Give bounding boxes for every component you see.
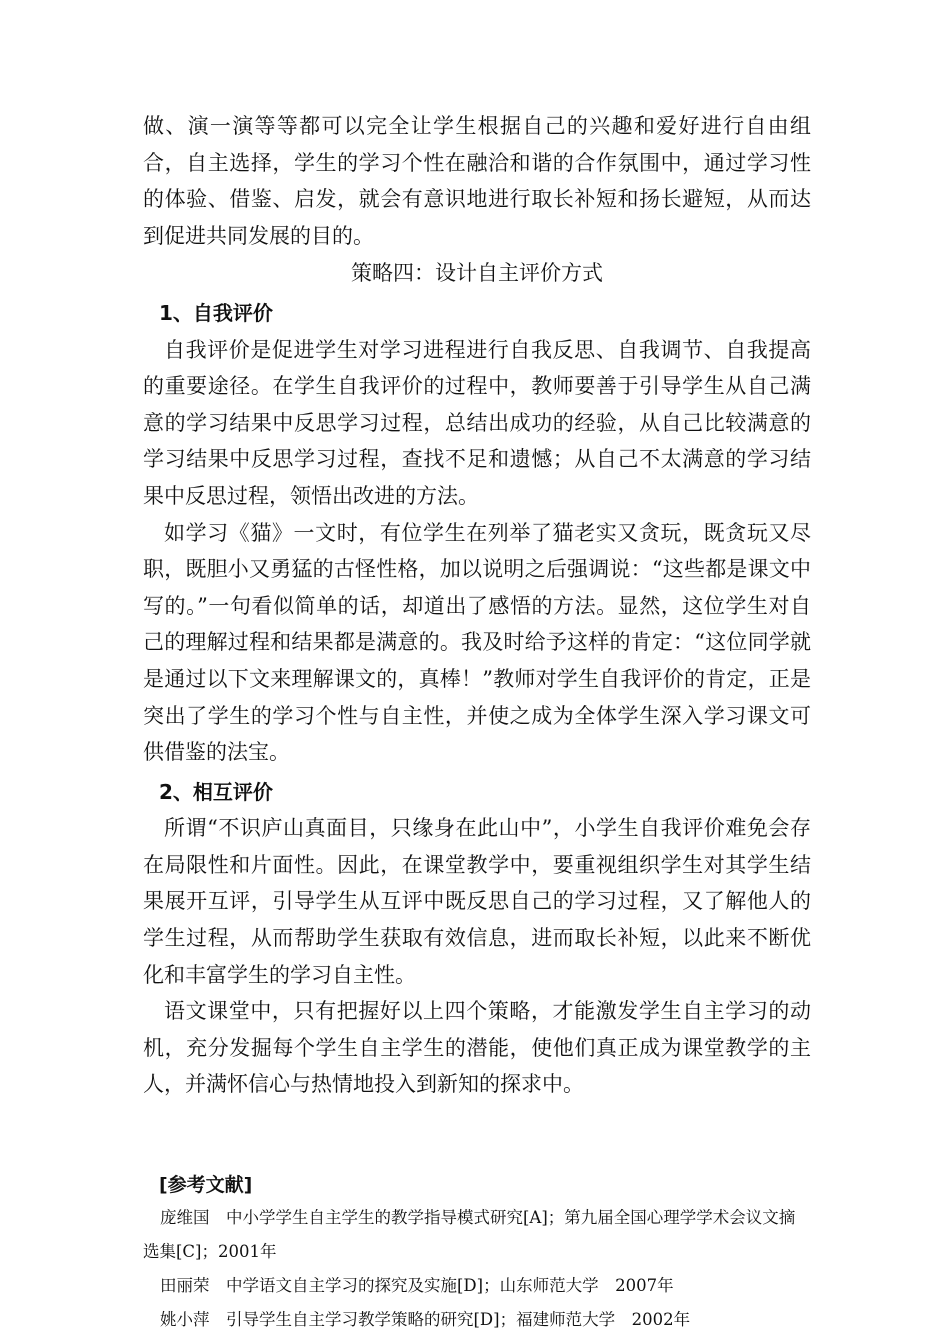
document-page <box>143 108 811 1337</box>
references-heading: [参考文献] <box>159 1174 253 1197</box>
strategy-heading: 策略四：设计自主评价方式 <box>351 261 603 286</box>
self-evaluation-paragraph-2: 如学习《猫》一文时，有位学生在列举了猫老实又贪玩，既贪玩又尽职，既胆小又勇猛的古怪性格，加以说明之后强调说：“这些都是课文中写的。”一句看似简单的话，却道出了感悟的方法。显然，这位学生对自己的理解过程和结果都是满意的。我及时给予这样的肯定：“这位同学就是通过以下文来理解课文的，真棒！”教师对学生自我评价的肯定，正是突出了学生的学习个性与自主性，并使之成为全体学生深入学习课文可供借鉴的法宝。 <box>143 520 811 765</box>
reference-item-2: 田丽荣 中学语文自主学习的探究及实施[D]；山东师范大学 2007年 <box>160 1276 674 1296</box>
section-heading-mutual-evaluation: 2、相互评价 <box>159 779 273 804</box>
reference-item-1: 庞维国 中小学学生自主学生的教学指导模式研究[A]；第九届全国心理学学术会议文摘选集[C]；2001年 <box>143 1208 796 1262</box>
conclusion-paragraph: 语文课堂中，只有把握好以上四个策略，才能激发学生自主学习的动机，充分发掘每个学生自主学生的潜能，使他们真正成为课堂教学的主人，并满怀信心与热情地投入到新知的探求中。 <box>143 999 811 1097</box>
mutual-evaluation-paragraph-1: 所谓“不识庐山真面目，只缘身在此山中”，小学生自我评价难免会存在局限性和片面性。因此，在课堂教学中，要重视组织学生对其学生结果展开互评，引导学生从互评中既反思自己的学习过程，又了解他人的学生过程，从而帮助学生获取有效信息，进而取长补短，以此来不断优化和丰富学生的学习自主性。 <box>143 816 811 987</box>
self-evaluation-paragraph-1: 自我评价是促进学生对学习进程进行自我反思、自我调节、自我提高的重要途径。在学生自我评价的过程中，教师要善于引导学生从自己满意的学习结果中反思学习过程，总结出成功的经验，从自己比较满意的学习结果中反思学习过程，查找不足和遗憾；从自己不太满意的学习结果中反思过程，领悟出改进的方法。 <box>143 337 811 508</box>
section-heading-self-evaluation: 1、自我评价 <box>159 300 273 325</box>
intro-paragraph: 做、演一演等等都可以完全让学生根据自己的兴趣和爱好进行自由组合，自主选择，学生的学习个性在融洽和谐的合作氛围中，通过学习性的体验、借鉴、启发，就会有意识地进行取长补短和扬长避短，从而达到促进共同发展的目的。 <box>143 114 811 248</box>
reference-item-3: 姚小萍 引导学生自主学习教学策略的研究[D]；福建师范大学 2002年 <box>160 1310 691 1330</box>
